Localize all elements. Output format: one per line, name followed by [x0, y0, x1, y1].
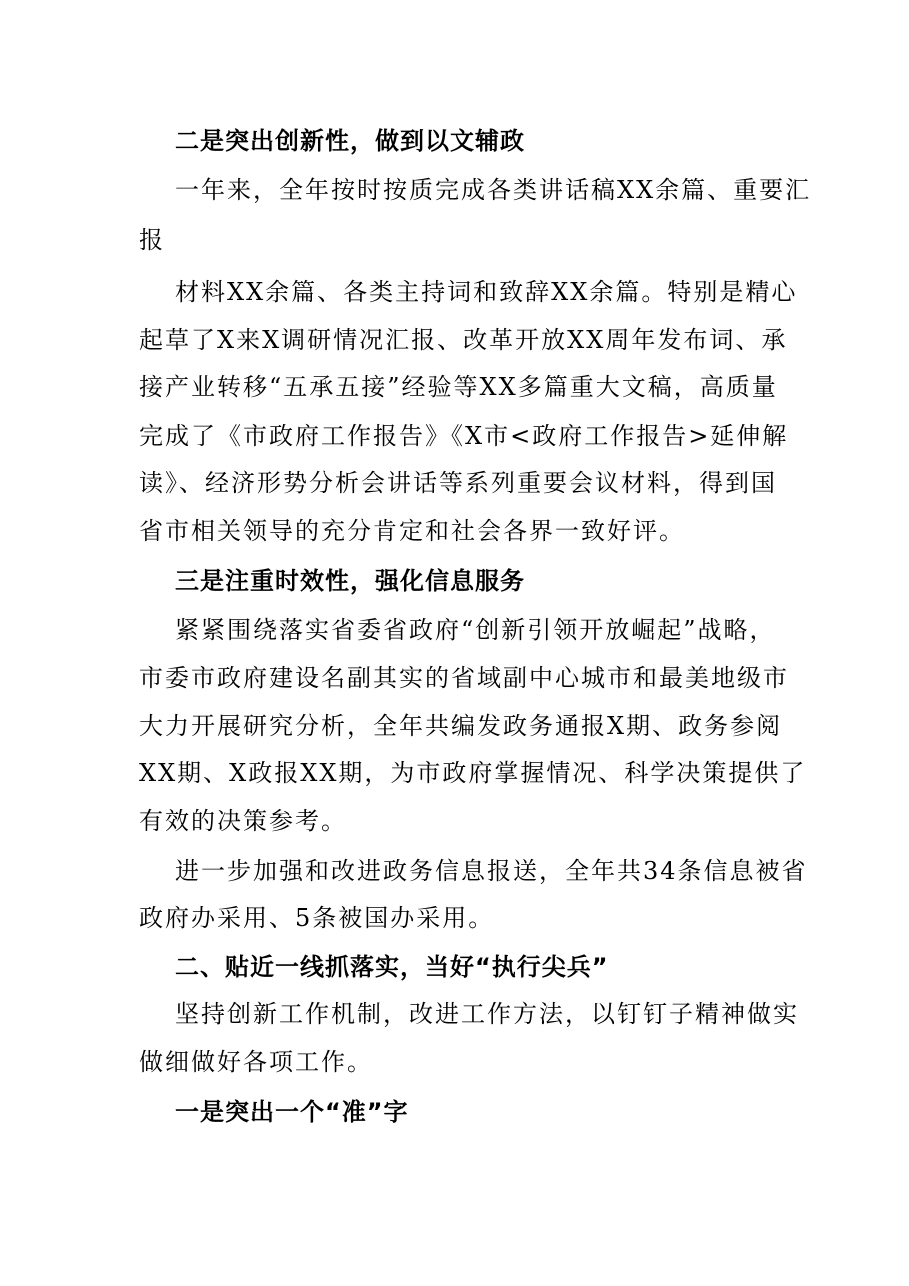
paragraph-line: 报	[139, 226, 165, 254]
section-heading: 一是突出一个“准”字	[175, 1098, 409, 1126]
paragraph-line: 完成了《市政府工作报告》《X市<政府工作报告>延伸解	[139, 422, 789, 450]
paragraph-line: 接产业转移“五承五接”经验等XX多篇重大文稿，高质量	[139, 373, 778, 401]
paragraph-line: XX期、X政报XX期，为市政府掌握情况、科学决策提供了	[139, 759, 807, 787]
paragraph-line: 有效的决策参考。	[139, 807, 347, 835]
paragraph-line: 大力开展研究分析，全年共编发政务通报X期、政务参阅	[139, 712, 783, 740]
paragraph-line: 起草了X来X调研情况汇报、改革开放XX周年发布词、承	[139, 326, 788, 354]
section-heading: 二是突出创新性，做到以文辅政	[175, 127, 525, 155]
section-heading: 二、贴近一线抓落实，当好“执行尖兵”	[175, 953, 609, 981]
paragraph-line: 紧紧围绕落实省委省政府“创新引领开放崛起”战略，	[175, 616, 776, 644]
paragraph-line: 市委市政府建设名副其实的省域副中心城市和最美地级市	[139, 664, 789, 692]
paragraph-line: 一年来，全年按时按质完成各类讲话稿XX余篇、重要汇	[175, 176, 812, 204]
paragraph-line: 读》、经济形势分析会讲话等系列重要会议材料，得到国	[139, 469, 777, 497]
paragraph-line: 政府办采用、5条被国办采用。	[139, 904, 495, 932]
paragraph-line: 省市相关领导的充分肯定和社会各界一致好评。	[139, 517, 685, 545]
paragraph-line: 坚持创新工作机制，改进工作方法，以钉钉子精神做实	[175, 1000, 799, 1028]
paragraph-line: 材料XX余篇、各类主持词和致辞XX余篇。特别是精心	[175, 278, 798, 306]
section-heading: 三是注重时效性，强化信息服务	[175, 567, 525, 595]
paragraph-line: 进一步加强和改进政务信息报送，全年共34条信息被省	[175, 857, 808, 885]
paragraph-line: 做细做好各项工作。	[139, 1048, 373, 1076]
